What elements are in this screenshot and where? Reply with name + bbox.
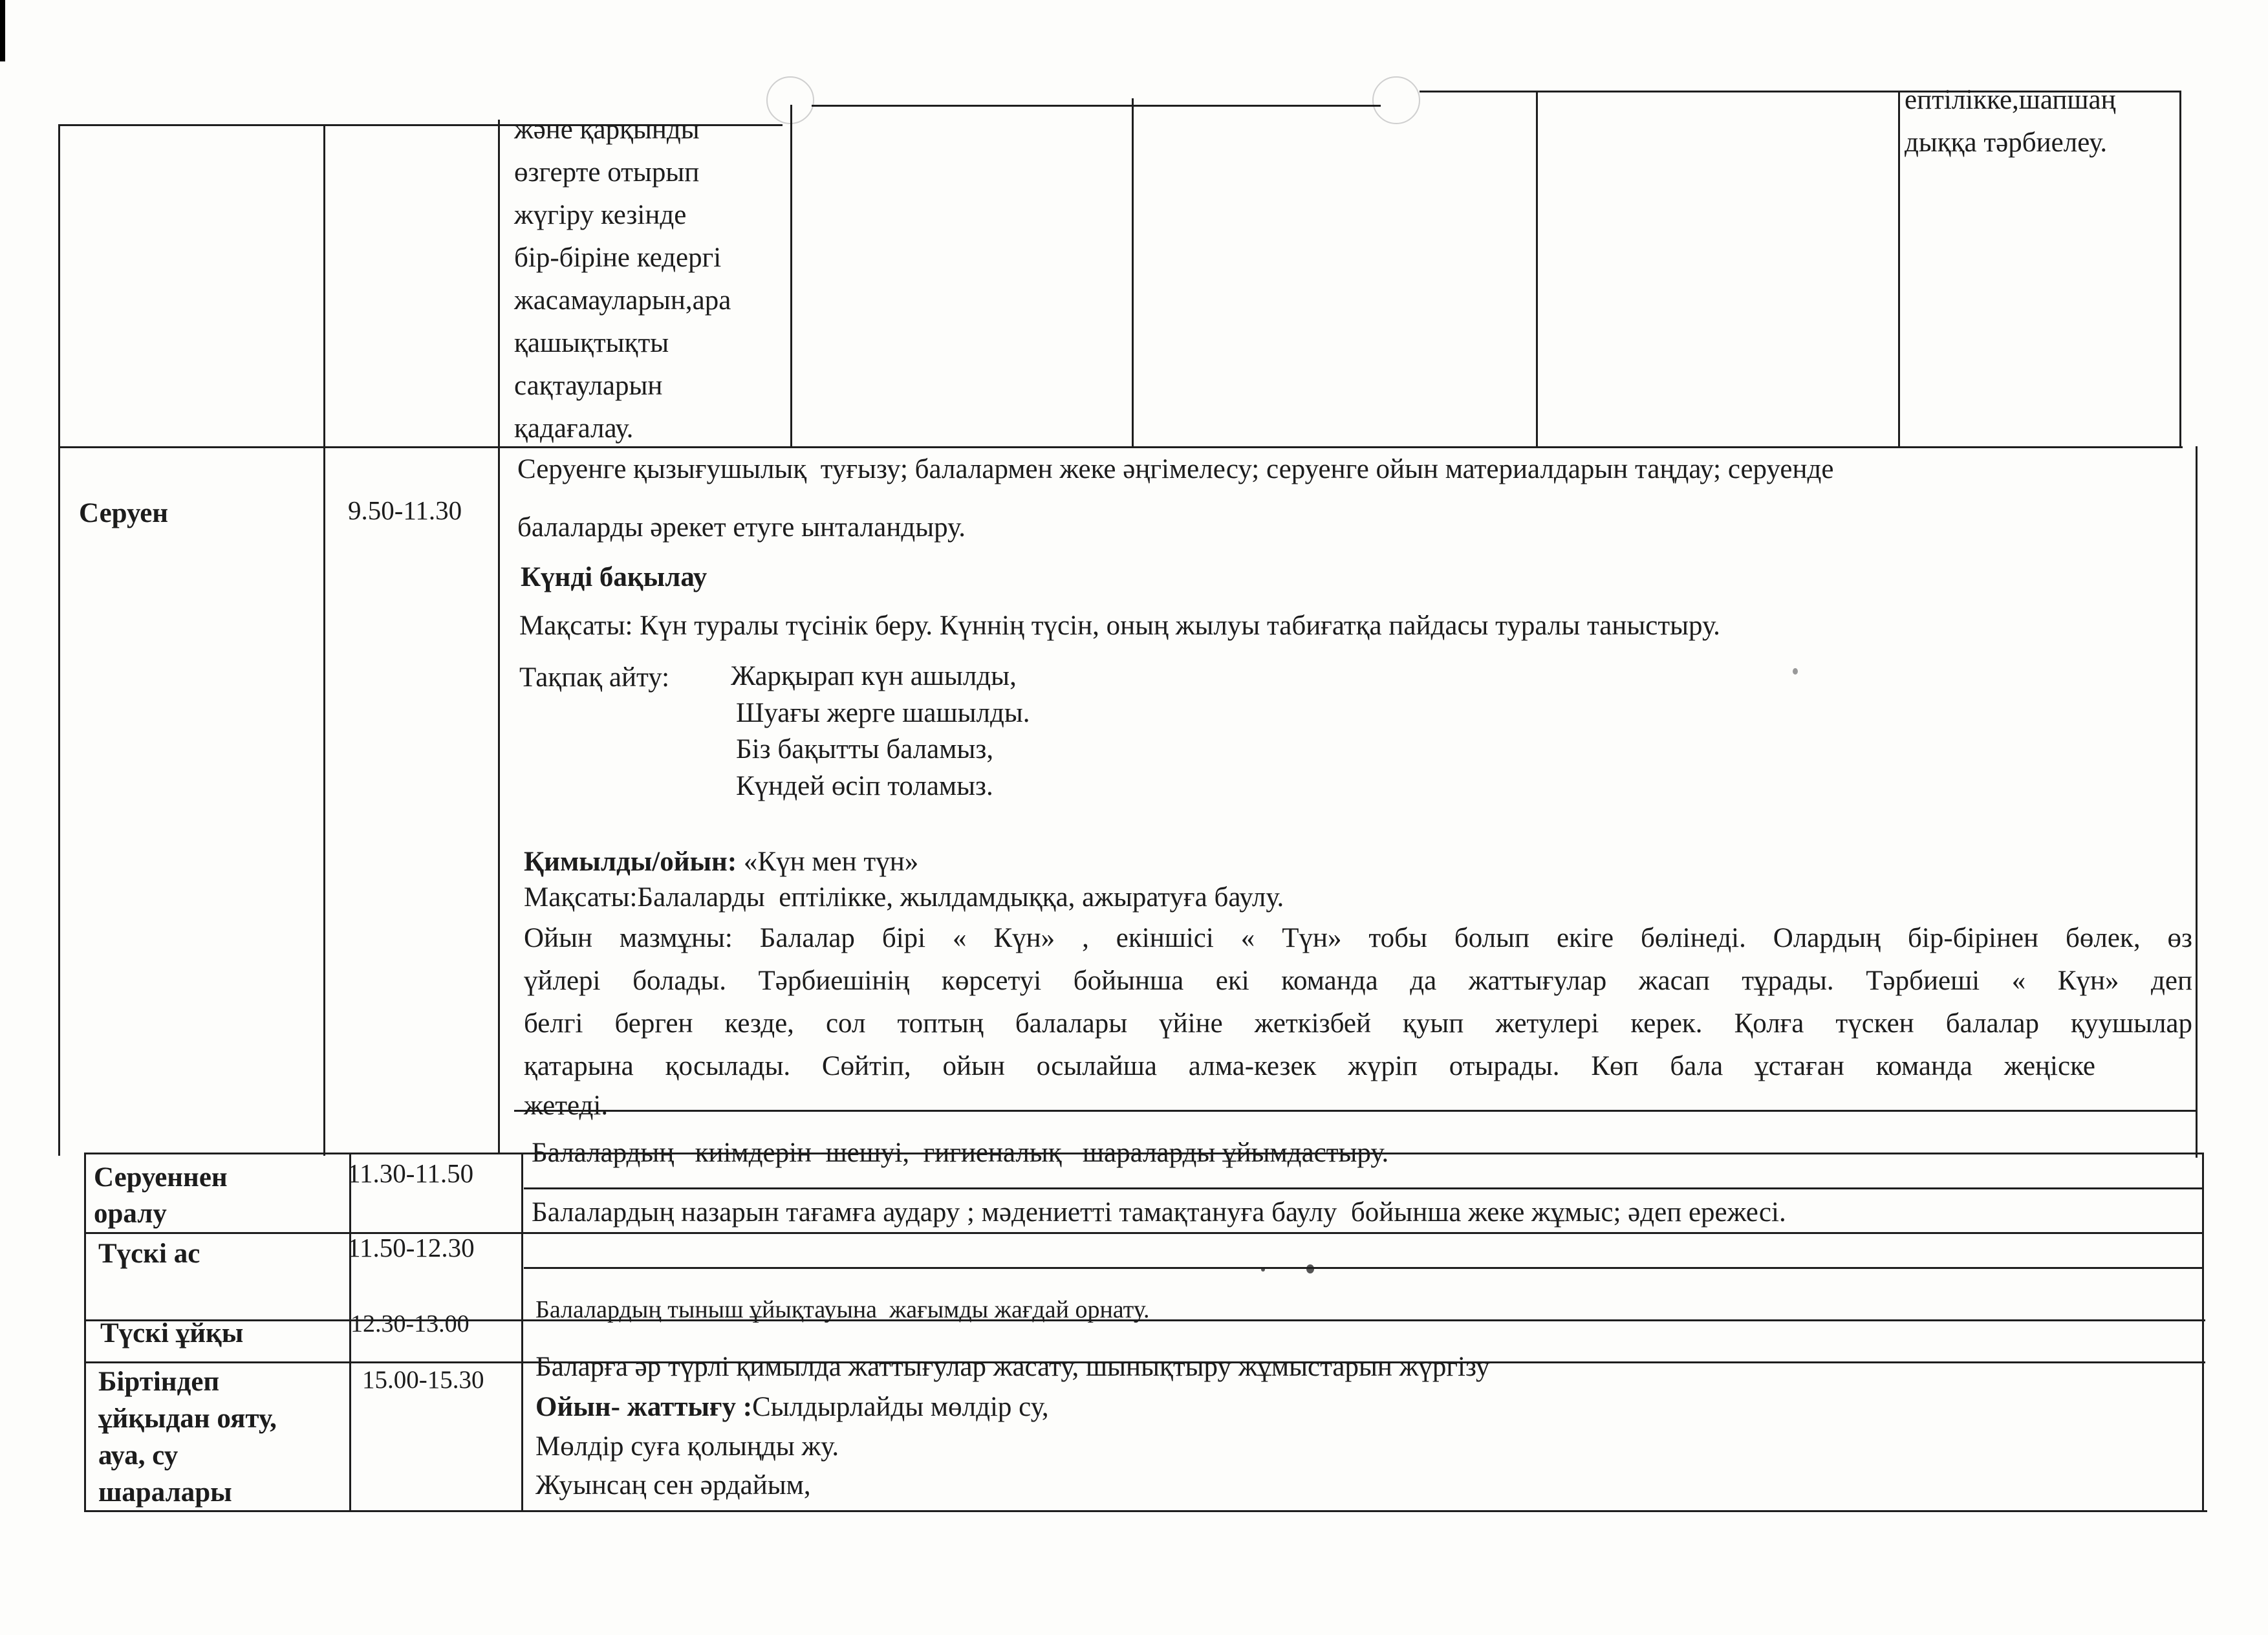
nap-text: Балалардың тыныш ұйықтауына жағымды жағдай орнату. <box>535 1296 1150 1323</box>
lunch-text: Балалардың назарын тағамға аудару ; мәдениетті тамақтануға баулу бойынша жеке жұмыс; әдеп ережесі. <box>532 1197 1786 1228</box>
row-time-return: 11.30-11.50 <box>347 1158 474 1188</box>
game-content-line: жетеді. <box>524 1090 609 1121</box>
column-divider <box>1898 91 1900 448</box>
column-divider <box>790 105 792 448</box>
rhyme-line: Біз бақытты баламыз, <box>736 734 994 764</box>
scan-speck <box>1306 1264 1314 1273</box>
continued-cell-text: және қарқынды өзгерте отырып жүгіру кезінде бір-біріне кедергі жасамауларын,ара қашықтықты сақтауларын қадағалау. <box>514 114 731 444</box>
column-divider <box>521 1153 523 1511</box>
binding-mark <box>0 0 5 61</box>
exercise-text: Сылдырлайды мөлдір су, <box>752 1392 1049 1422</box>
seruen-intro-line: балаларды әрекет етуге ынталандыру. <box>517 512 966 543</box>
scan-speck <box>1793 668 1798 675</box>
game-content-line: үйлері болады. Тәрбиешінің көрсетуі бойынша екі команда да жаттығулар жасап тұрады. Тәрбиеші « Күн» деп <box>524 966 2192 996</box>
table-bottom-border <box>84 1510 2207 1512</box>
game-content-line: белгі берген кезде, сол топтың балалары үйіне жеткізбей қуып жетулері керек. Қолға түскен балалар қуушылар <box>524 1008 2192 1039</box>
wakeup-exercise <box>535 1389 1049 1426</box>
row-border <box>524 1267 2202 1269</box>
table-right-border <box>2202 1153 2204 1512</box>
row-border <box>514 1110 2196 1112</box>
row-label-wakeup: Біртіндеп ұйқыдан ояту, ауа, су шаралары <box>98 1367 277 1508</box>
wakeup-line: Жуынсаң сен әрдайым, <box>535 1470 811 1500</box>
row-label-return: Серуеннен оралу <box>94 1162 228 1229</box>
observation-title: Күнді бақылау <box>521 562 707 592</box>
wakeup-line: Баларға әр түрлі қимылда жаттығулар жасату, шынықтыру жұмыстарын жүргізу <box>535 1352 1490 1382</box>
row-label-nap: Түскі ұйқы <box>100 1318 244 1348</box>
rhyme-label: Тақпақ айту: <box>519 662 670 693</box>
row-label-seruen: Серуен <box>79 498 169 528</box>
column-divider <box>323 124 325 1156</box>
wakeup-line: Мөлдір суға қолыңды жу. <box>535 1431 839 1462</box>
table-right-border <box>2179 91 2181 448</box>
game-content-line: қатарына қосылады. Сөйтіп, ойын осылайша алма-кезек жүріп отырады. Көп бала ұстаған команда жеңіске <box>524 1051 2095 1081</box>
row-border <box>524 1187 2202 1189</box>
table-top-border <box>812 105 1381 107</box>
exercise-label: Ойын- жаттығу : <box>535 1392 753 1422</box>
game-title-name: «Күн мен түн» <box>737 847 919 877</box>
game-goal: Мақсаты:Балаларды ептілікке, жылдамдыққа, ажыратуға баулу. <box>524 882 1284 913</box>
continued-cell-text: ептілікке,шапшаң дыққа тәрбиелеу. <box>1905 85 2116 158</box>
table-left-border <box>84 1153 86 1511</box>
row-time-wakeup: 15.00-15.30 <box>362 1366 484 1394</box>
column-divider <box>1132 98 1134 448</box>
column-divider <box>498 120 500 1154</box>
table-right-border <box>2196 446 2198 1158</box>
seruen-intro-line: Серуенге қызығушылық туғызу; балалармен жеке әңгімелесу; серуенге ойын материалдарын таңдау; серуенде <box>517 454 1834 484</box>
table-left-border <box>58 124 60 1156</box>
column-divider <box>1536 92 1538 448</box>
rhyme-line: Шуағы жерге шашылды. <box>736 698 1030 728</box>
row-time-nap: 12.30-13.00 <box>351 1310 470 1337</box>
punch-hole-right <box>1372 76 1420 124</box>
row-time-lunch: 11.50-12.30 <box>347 1233 475 1262</box>
row-time-seruen: 9.50-11.30 <box>348 495 462 525</box>
rhyme-line: Күндей өсіп толамыз. <box>736 771 993 801</box>
observation-goal: Мақсаты: Күн туралы түсінік беру. Күннің түсін, оның жылуы табиғатқа пайдасы туралы таныстыру. <box>519 611 1720 641</box>
row-label-lunch: Түскі ас <box>98 1239 200 1269</box>
rhyme-line: Жарқырап күн ашылды, <box>731 661 1017 691</box>
game-title-label: Қимылды/ойын: <box>524 847 737 877</box>
return-text: Балалардың киімдерін шешуі, гигиеналық шараларды ұйымдастыру. <box>532 1138 1389 1168</box>
game-content-line: Ойын мазмұны: Балалар бірі « Күн» , екіншісі « Түн» тобы болып екіге бөлінеді. Олардың бір-бірінен бөлек, өз <box>524 923 2192 953</box>
